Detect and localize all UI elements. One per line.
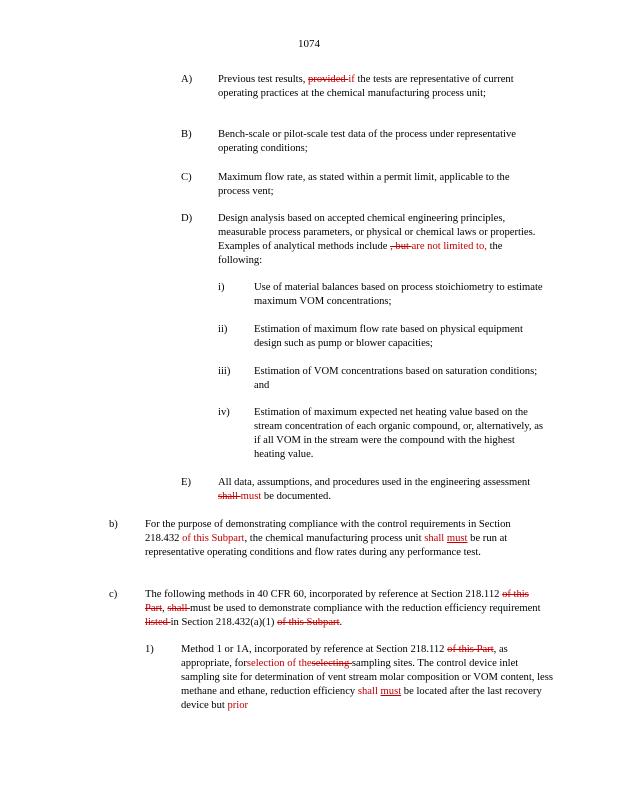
- deleted-text: of this Part: [447, 644, 494, 655]
- inserted-text: must: [240, 491, 262, 502]
- text-run: Method 1 or 1A, incorporated by reference at Section 218.112: [181, 644, 448, 655]
- text-run: , as appropriate, for: [181, 644, 508, 669]
- inserted-text: of this Subpart: [182, 533, 245, 544]
- deleted-text: shall: [218, 491, 241, 502]
- item-text-A: [218, 73, 538, 101]
- inserted-text: prior: [227, 700, 249, 711]
- text-run: , the chemical manufacturing process unit: [244, 533, 425, 544]
- inserted-text: if: [348, 74, 355, 85]
- item-text-c: [145, 588, 550, 630]
- item-text-iv: [254, 406, 544, 462]
- deleted-text: of this Subpart: [277, 617, 340, 628]
- text-run: Estimation of VOM concentrations based on saturation conditions; and: [254, 366, 538, 391]
- deleted-text: provided: [308, 74, 349, 85]
- item-text-D: [218, 212, 548, 268]
- item-label-1: 1): [145, 644, 154, 655]
- item-label-iv: iv): [218, 407, 230, 418]
- text-run: ,: [162, 603, 168, 614]
- item-label-A: A): [181, 74, 193, 85]
- text-run: .: [339, 617, 343, 628]
- text-run: the following:: [218, 241, 503, 266]
- item-label-b: b): [109, 519, 118, 530]
- text-run: Bench-scale or pilot-scale test data of the process under representative operating conditions;: [218, 129, 516, 154]
- text-run: The following methods in 40 CFR 60, incorporated by reference at Section 218.112: [145, 589, 503, 600]
- item-label-E: E): [181, 477, 191, 488]
- text-run: the tests are representative of current operating practices at the chemical manufacturing process unit;: [218, 74, 514, 99]
- text-run: For the purpose of demonstrating compliance with the control requirements in Section 218.432: [145, 519, 511, 544]
- item-text-B: [218, 128, 518, 156]
- item-label-C: C): [181, 172, 192, 183]
- inserted-text: must: [446, 533, 468, 544]
- item-text-C: [218, 171, 538, 199]
- text-run: Estimation of maximum flow rate based on physical equipment design such as pump or blower capacities;: [254, 324, 523, 349]
- deleted-text: listed: [145, 617, 171, 628]
- text-run: Use of material balances based on process stoichiometry to estimate maximum VOM concentrations;: [254, 282, 543, 307]
- item-text-E: [218, 476, 538, 504]
- text-run: must: [190, 603, 211, 614]
- item-text-ii: [254, 323, 534, 351]
- item-label-D: D): [181, 213, 193, 224]
- text-run: be documented.: [261, 491, 331, 502]
- inserted-text: must: [380, 686, 402, 697]
- item-label-i: i): [218, 282, 225, 293]
- item-text-i: [254, 281, 549, 309]
- text-run: Design analysis based on accepted chemical engineering principles, measurable process parameters, or physical or chemical laws or properties. Examples of analytical methods include: [218, 213, 536, 252]
- item-text-b: [145, 518, 545, 560]
- inserted-text: are not limited to,: [411, 241, 487, 252]
- text-run: All data, assumptions, and procedures used in the engineering assessment: [218, 477, 531, 488]
- item-label-ii: ii): [218, 324, 228, 335]
- inserted-text: shall: [357, 686, 378, 697]
- text-run: Estimation of maximum expected net heating value based on the stream concentration of each organic compound, or, alternatively, as if all VOM in the stream were the compound with the highest heating value.: [254, 407, 544, 460]
- item-label-B: B): [181, 129, 192, 140]
- text-run: Previous test results,: [218, 74, 309, 85]
- text-run: be used to demonstrate compliance with the reduction efficiency requirement: [210, 603, 541, 614]
- text-run: be run at representative operating conditions and flow rates during any performance test.: [145, 533, 508, 558]
- deleted-text: , but: [390, 241, 412, 252]
- text-run: sampling sites. The control device inlet sampling site for determination of vent stream molar composition or VOM content, less methane and ethane, reduction efficiency: [181, 658, 553, 697]
- deleted-text: selecting: [311, 658, 352, 669]
- text-run: Maximum flow rate, as stated within a permit limit, applicable to the process vent;: [218, 172, 510, 197]
- inserted-text: shall: [424, 533, 445, 544]
- page-number: 1074: [298, 38, 320, 50]
- item-text-iii: [254, 365, 539, 393]
- deleted-text: shall: [167, 603, 191, 614]
- text-run: in Section 218.432(a)(1): [170, 617, 278, 628]
- item-label-c: c): [109, 589, 118, 600]
- inserted-text: selection of the: [246, 658, 312, 669]
- deleted-text: of this Part: [145, 589, 529, 614]
- text-run: be located after the last recovery device but: [181, 686, 542, 711]
- item-text-1: [181, 643, 556, 713]
- item-label-iii: iii): [218, 366, 231, 377]
